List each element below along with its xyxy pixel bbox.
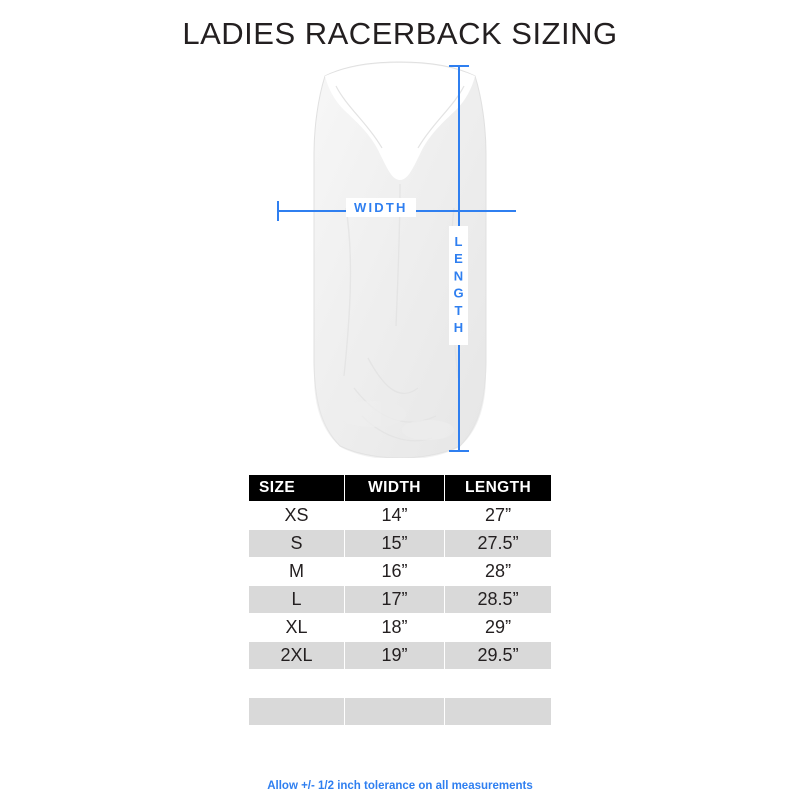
cell-width: 18” — [344, 614, 444, 642]
column-header-width: WIDTH — [344, 475, 444, 502]
table-row — [249, 558, 552, 586]
length-label: LENGTH — [449, 226, 468, 345]
cell-width: 19” — [344, 642, 444, 670]
width-line-endcap — [277, 201, 279, 221]
column-header-size: SIZE — [249, 475, 345, 502]
width-label: WIDTH — [346, 198, 416, 217]
table-row — [249, 530, 552, 558]
cell-length: 28.5” — [445, 586, 552, 614]
cell-size: S — [249, 530, 345, 558]
cell-length: 27.5” — [445, 530, 552, 558]
table-row — [249, 502, 552, 530]
column-header-length: LENGTH — [445, 475, 552, 502]
table-row — [249, 670, 552, 698]
cell-width: 14” — [344, 502, 444, 530]
cell-size: XS — [249, 502, 345, 530]
cell-size — [249, 698, 345, 726]
garment-diagram — [250, 58, 550, 458]
cell-length: 27” — [445, 502, 552, 530]
cell-size: L — [249, 586, 345, 614]
cell-length: 28” — [445, 558, 552, 586]
table-row — [249, 586, 552, 614]
table-row — [249, 726, 552, 754]
cell-width: 16” — [344, 558, 444, 586]
cell-size — [249, 670, 345, 698]
cell-size: 2XL — [249, 642, 345, 670]
cell-length — [445, 698, 552, 726]
cell-width: 17” — [344, 586, 444, 614]
cell-length — [445, 670, 552, 698]
length-line-top-endcap — [449, 65, 469, 67]
tolerance-note: Allow +/- 1/2 inch tolerance on all measurements — [267, 780, 533, 792]
cell-width: 15” — [344, 530, 444, 558]
table-header-row — [249, 475, 552, 502]
cell-length: 29.5” — [445, 642, 552, 670]
cell-width — [344, 670, 444, 698]
cell-length: 29” — [445, 614, 552, 642]
cell-width — [344, 726, 444, 754]
length-line-bottom-endcap — [449, 450, 469, 452]
cell-size — [249, 726, 345, 754]
table-row — [249, 698, 552, 726]
cell-size: M — [249, 558, 345, 586]
cell-width — [344, 698, 444, 726]
size-table-body — [249, 502, 552, 754]
cell-size: XL — [249, 614, 345, 642]
page-title: LADIES RACERBACK SIZING — [182, 16, 618, 51]
size-table — [248, 474, 552, 754]
size-table-head — [249, 475, 552, 502]
table-row — [249, 614, 552, 642]
tank-top-illustration — [250, 58, 550, 458]
table-row — [249, 642, 552, 670]
cell-length — [445, 726, 552, 754]
